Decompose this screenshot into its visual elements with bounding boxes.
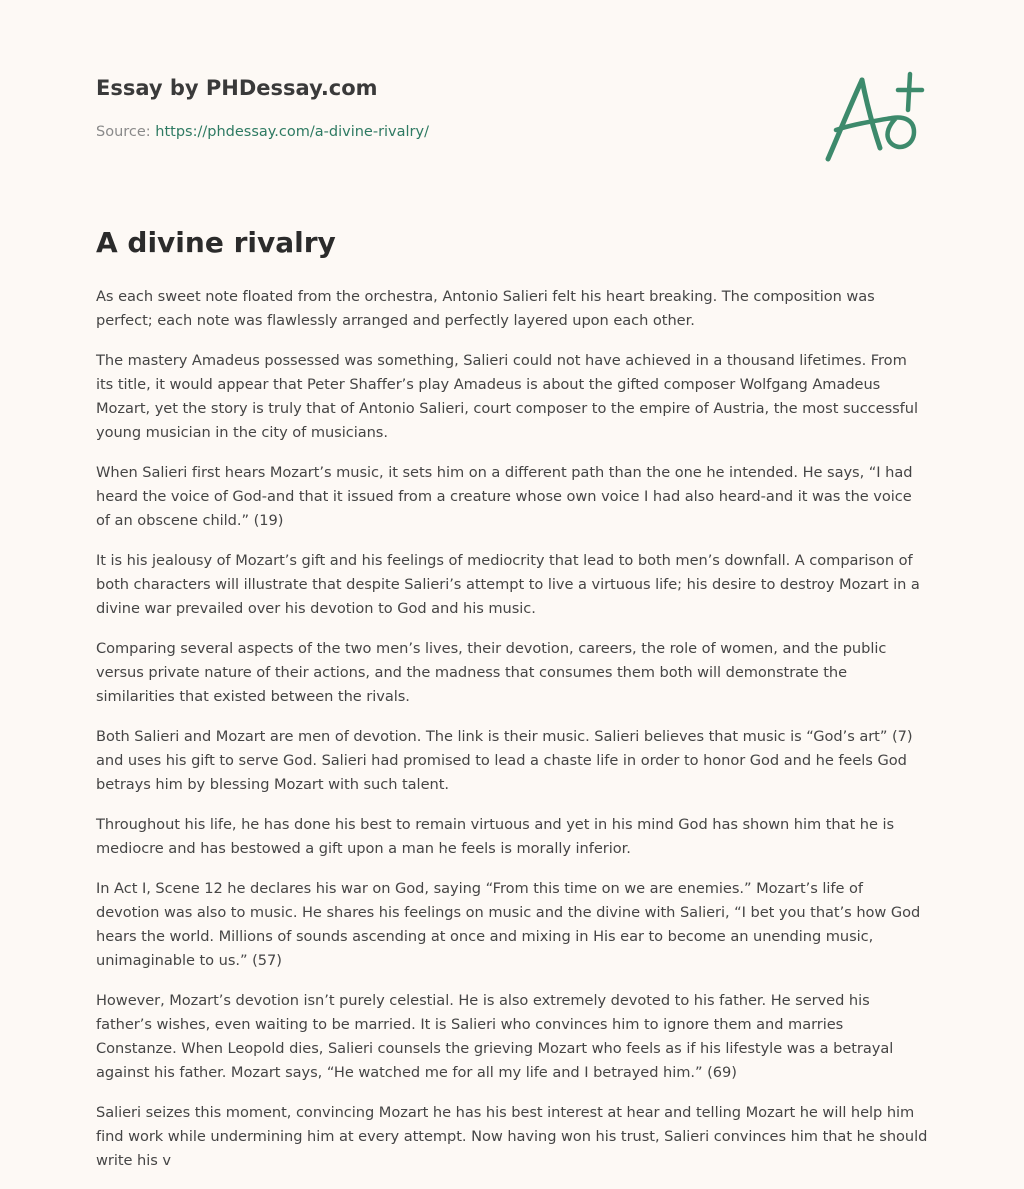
- essay-paragraph: It is his jealousy of Mozart’s gift and his feelings of mediocrity that lead to both men’s downfall. A comparison of both characters will illustrate that despite Salieri’s attempt to live a virtuous life; his desire to destroy Mozart in a divine war prevailed over his devotion to God and his music.: [96, 552, 920, 617]
- essay-paragraph: In Act I, Scene 12 he declares his war on God, saying “From this time on we are enemies.” Mozart’s life of devotion was also to music. He shares his feelings on music and the divine with Salieri, “I bet you that’s how God hears the world. Millions of sounds ascending at once and mixing in His ear to become an unending music, unimaginable to us.” (57): [96, 880, 921, 969]
- a-plus-logo-icon: [820, 66, 930, 166]
- source-link[interactable]: https://phdessay.com/a-divine-rivalry/: [155, 124, 429, 140]
- essay-title: A divine rivalry: [96, 226, 336, 259]
- essay-paragraph: Salieri seizes this moment, convincing Mozart he has his best interest at hear and telling Mozart he will help him find work while undermining him at every attempt. Now having won his trust, Salieri convinces him that he should write his v: [96, 1104, 928, 1169]
- source-label: Source:: [96, 124, 151, 140]
- site-title: Essay by PHDessay.com: [96, 76, 378, 100]
- essay-paragraph: Throughout his life, he has done his best to remain virtuous and yet in his mind God has shown him that he is mediocre and has bestowed a gift upon a man he feels is morally inferior.: [96, 816, 895, 857]
- essay-paragraph: Comparing several aspects of the two men’s lives, their devotion, careers, the role of women, and the public versus private nature of their actions, and the madness that consumes them both will demonstrate the similarities that existed between the rivals.: [96, 640, 887, 705]
- essay-paragraph: The mastery Amadeus possessed was something, Salieri could not have achieved in a thousand lifetimes. From its title, it would appear that Peter Shaffer’s play Amadeus is about the gifted composer Wolfgang Amadeus Mozart, yet the story is truly that of Antonio Salieri, court composer to the empire of Austria, the most successful young musician in the city of musicians.: [96, 352, 918, 441]
- source-line: [96, 124, 429, 140]
- essay-body: [96, 285, 928, 1189]
- essay-paragraph: When Salieri first hears Mozart’s music, it sets him on a different path than the one he intended. He says, “I had heard the voice of God-and that it issued from a creature whose own voice I had also heard-and it was the voice of an obscene child.” (19): [96, 464, 913, 529]
- essay-paragraph: However, Mozart’s devotion isn’t purely celestial. He is also extremely devoted to his father. He served his father’s wishes, even waiting to be married. It is Salieri who convinces him to ignore them and marries Constanze. When Leopold dies, Salieri counsels the grieving Mozart who feels as if his lifestyle was a betrayal against his father. Mozart says, “He watched me for all my life and I betrayed him.” (69): [96, 992, 894, 1081]
- essay-paragraph: As each sweet note floated from the orchestra, Antonio Salieri felt his heart breaking. The composition was perfect; each note was flawlessly arranged and perfectly layered upon each other.: [96, 288, 875, 329]
- essay-paragraph: Both Salieri and Mozart are men of devotion. The link is their music. Salieri believes that music is “God’s art” (7) and uses his gift to serve God. Salieri had promised to lead a chaste life in order to honor God and he feels God betrays him by blessing Mozart with such talent.: [96, 728, 913, 793]
